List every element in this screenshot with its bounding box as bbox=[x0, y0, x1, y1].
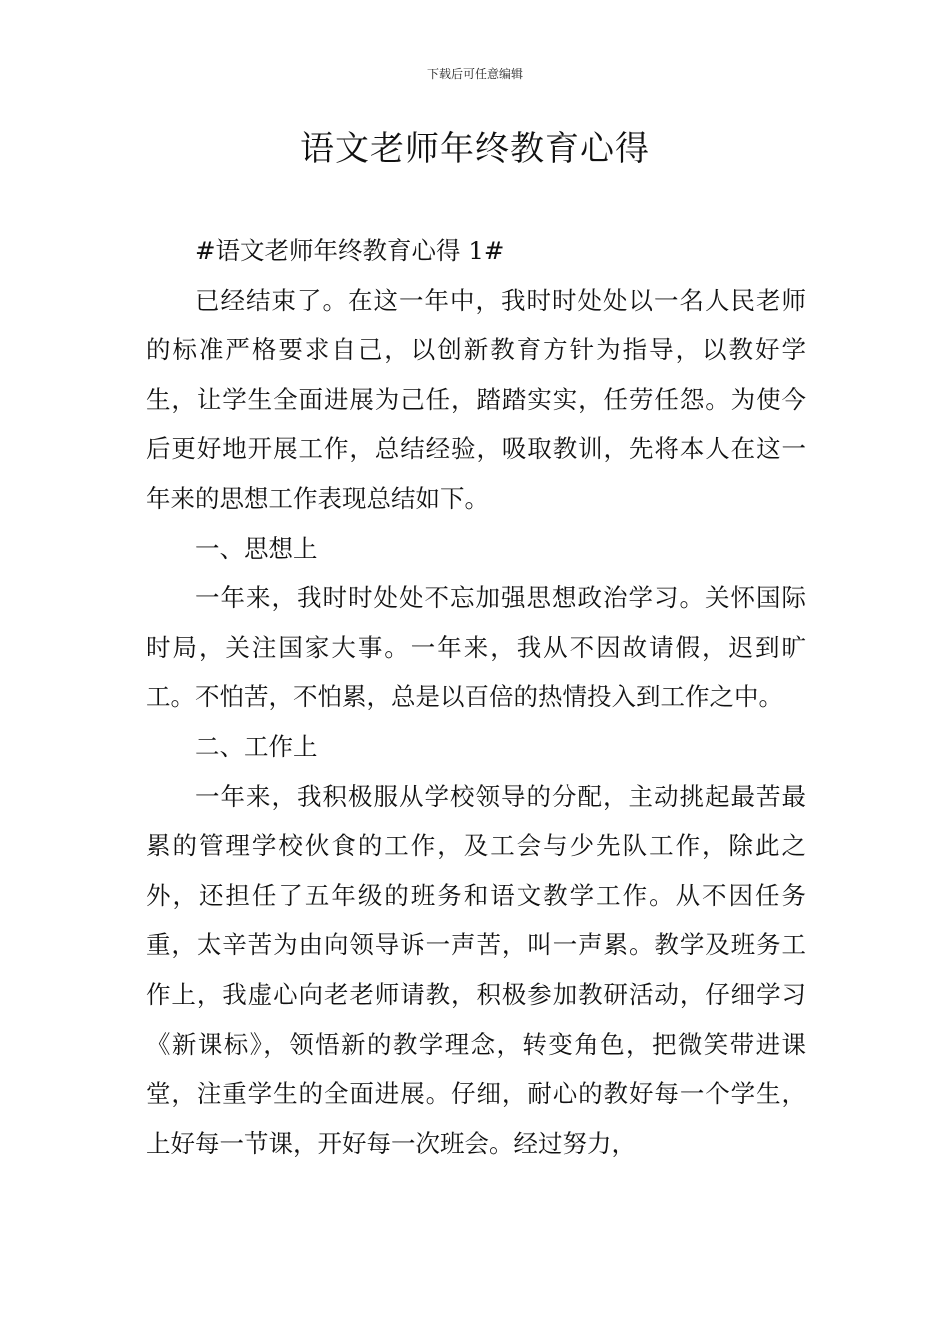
body-paragraph-work: 一年来，我积极服从学校领导的分配，主动挑起最苦最累的管理学校伙食的工作，及工会与少先队工作，除此之外，还担任了五年级的班务和语文教学工作。从不因任务重，太辛苦为由向领导诉一声苦，叫一声累。教学及班务工作上，我虚心向老老师请教，积极参加教研活动，仔细学习《新课标》，领悟新的教学理念，转变角色，把微笑带进课堂，注重学生的全面进展。仔细，耐心的教好每一个学生，上好每一节课，开好每一次班会。经过努力， bbox=[146, 781, 806, 1158]
subheading-thought: 一、思想上 bbox=[195, 533, 318, 563]
document-body bbox=[146, 226, 806, 1168]
body-paragraph-thought: 一年来，我时时处处不忘加强思想政治学习。关怀国际时局，关注国家大事。一年来，我从不因故请假，迟到旷工。不怕苦，不怕累，总是以百倍的热情投入到工作之中。 bbox=[146, 583, 806, 712]
header-note: 下载后可任意编辑 bbox=[426, 67, 523, 81]
document-title: 语文老师年终教育心得 bbox=[300, 129, 650, 169]
body-paragraph-intro: 已经结束了。在这一年中，我时时处处以一名人民老师的标准严格要求自己，以创新教育方针为指导，以教好学生，让学生全面进展为己任，踏踏实实，任劳任怨。为使今后更好地开展工作，总结经验，吸取教训，先将本人在这一年来的思想工作表现总结如下。 bbox=[146, 285, 806, 513]
section-heading-1: #语文老师年终教育心得 1# bbox=[195, 236, 505, 265]
subheading-work: 二、工作上 bbox=[195, 731, 318, 761]
